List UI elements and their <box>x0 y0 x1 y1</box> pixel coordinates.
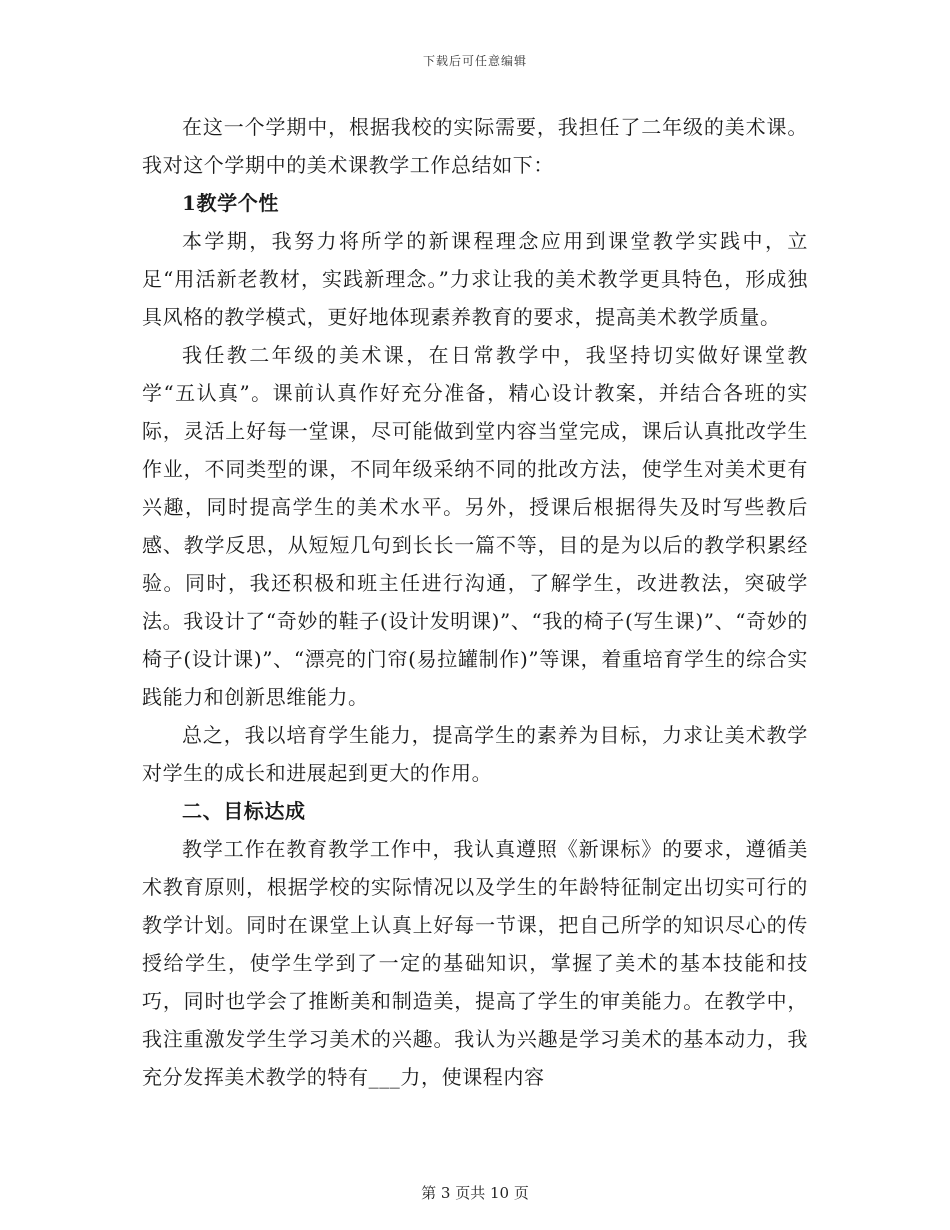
paragraph: 总之，我以培育学生能力，提高学生的素养为目标，力求让美术教学对学生的成长和进展起到更大的作用。 <box>142 723 808 785</box>
section-heading: 二、目标达成 <box>182 799 306 823</box>
page-number: 第 3 页共 10 页 <box>421 1184 529 1202</box>
header-note: 下载后可任意编辑 <box>422 54 527 68</box>
paragraph: 本学期，我努力将所学的新课程理念应用到课堂教学实践中，立足“用活新老教材，实践新理念。”力求让我的美术教学更具特色，形成独具风格的教学模式，更好地体现素养教育的要求，提高美术教学质量。 <box>142 229 808 329</box>
paragraph: 教学工作在教育教学工作中，我认真遵照《新课标》的要求，遵循美术教育原则，根据学校的实际情况以及学生的年龄特征制定出切实可行的教学计划。同时在课堂上认真上好每一节课，把自己所学的知识尽心的传授给学生，使学生学到了一定的基础知识，掌握了美术的基本技能和技巧，同时也学会了推断美和制造美，提高了学生的审美能力。在教学中，我注重激发学生学习美术的兴趣。我认为兴趣是学习美术的基本动力，我充分发挥美术教学的特有___力，使课程内容 <box>142 837 808 1089</box>
document-body <box>142 108 808 1096</box>
paragraph: 我任教二年级的美术课，在日常教学中，我坚持切实做好课堂教学“五认真”。课前认真作好充分准备，精心设计教案，并结合各班的实际，灵活上好每一堂课，尽可能做到堂内容当堂完成，课后认真批改学生作业，不同类型的课，不同年级采纳不同的批改方法，使学生对美术更有兴趣，同时提高学生的美术水平。另外，授课后根据得失及时写些教后感、教学反思，从短短几句到长长一篇不等，目的是为以后的教学积累经验。同时，我还积极和班主任进行沟通，了解学生，改进教法，突破学法。我设计了“奇妙的鞋子(设计发明课)”、“我的椅子(写生课)”、“奇妙的椅子(设计课)”、“漂亮的门帘(易拉罐制作)”等课，着重培育学生的综合实践能力和创新思维能力。 <box>142 343 808 709</box>
section-heading: 1教学个性 <box>182 191 279 215</box>
paragraph: 在这一个学期中，根据我校的实际需要，我担任了二年级的美术课。我对这个学期中的美术课教学工作总结如下： <box>142 115 808 177</box>
